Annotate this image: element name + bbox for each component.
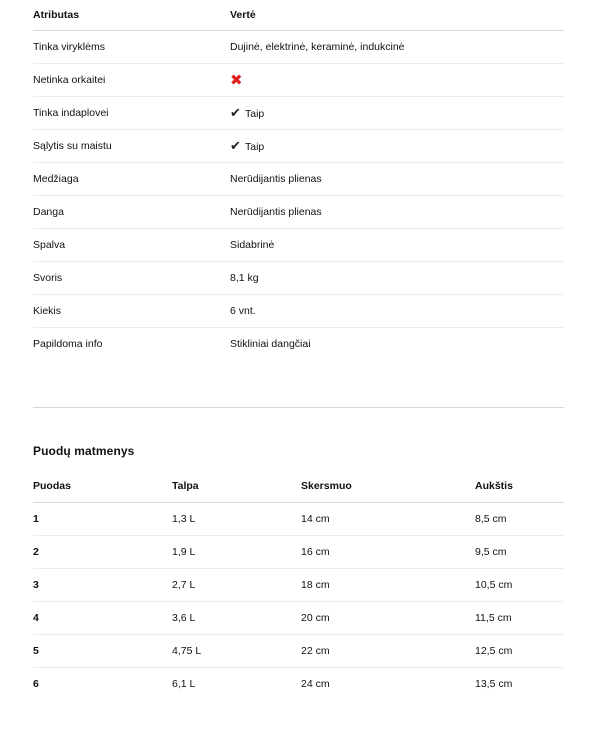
attribute-row bbox=[33, 196, 564, 229]
dimension-row bbox=[33, 569, 564, 602]
pot-column-header: Puodas bbox=[33, 470, 172, 503]
pot-height: 11,5 cm bbox=[475, 602, 564, 635]
attribute-label: Tinka indaplovei bbox=[33, 97, 230, 130]
attribute-label: Svoris bbox=[33, 262, 230, 295]
attribute-row bbox=[33, 328, 564, 361]
pot-height: 13,5 cm bbox=[475, 678, 513, 690]
dimension-row bbox=[33, 602, 564, 635]
attribute-value: Taip bbox=[245, 141, 265, 153]
dimensions-body bbox=[33, 503, 564, 701]
attribute-value: Dujinė, elektrinė, keraminė, indukcinė bbox=[230, 41, 405, 53]
attribute-value-cell bbox=[230, 163, 564, 196]
pot-diameter: 16 cm bbox=[301, 536, 475, 569]
dimensions-header-row bbox=[33, 470, 564, 503]
attribute-value-cell bbox=[230, 31, 564, 64]
pot-diameter: 22 cm bbox=[301, 635, 475, 668]
dimensions-table bbox=[33, 470, 564, 700]
pot-height: 10,5 cm bbox=[475, 569, 564, 602]
attribute-value: 6 vnt. bbox=[230, 305, 256, 317]
attribute-label: Spalva bbox=[33, 229, 230, 262]
attribute-value: Sidabrinė bbox=[230, 239, 275, 251]
pot-number: 4 bbox=[33, 602, 172, 635]
attribute-row bbox=[33, 64, 564, 97]
attribute-label: Medžiaga bbox=[33, 163, 230, 196]
attribute-value: Taip bbox=[245, 108, 265, 120]
dimension-row bbox=[33, 668, 564, 701]
pot-height: 8,5 cm bbox=[475, 503, 564, 536]
pot-diameter: 20 cm bbox=[301, 602, 475, 635]
pot-capacity: 6,1 L bbox=[172, 678, 196, 690]
attributes-table bbox=[33, 0, 564, 360]
pot-number: 3 bbox=[33, 569, 172, 602]
attribute-row bbox=[33, 295, 564, 328]
attribute-value-cell bbox=[230, 196, 564, 229]
attribute-value-cell bbox=[230, 295, 564, 328]
attribute-value-cell bbox=[230, 229, 564, 262]
pot-diameter: 18 cm bbox=[301, 569, 475, 602]
pot-capacity: 4,75 L bbox=[172, 635, 301, 668]
pot-number: 1 bbox=[33, 503, 172, 536]
attribute-row bbox=[33, 31, 564, 64]
attribute-value-cell bbox=[230, 328, 564, 361]
pot-height: 12,5 cm bbox=[475, 635, 564, 668]
dimensions-title: Puodų matmenys bbox=[33, 444, 135, 458]
pot-diameter: 14 cm bbox=[301, 503, 475, 536]
pot-number: 2 bbox=[33, 536, 172, 569]
attribute-label: Papildoma info bbox=[33, 338, 103, 350]
attribute-value-cell bbox=[230, 262, 564, 295]
cross-icon: ✖ bbox=[230, 71, 243, 89]
pot-number: 6 bbox=[33, 678, 39, 690]
pot-number: 5 bbox=[33, 635, 172, 668]
attribute-value: Nerūdijantis plienas bbox=[230, 206, 322, 218]
attribute-label: Tinka viryklėms bbox=[33, 31, 230, 64]
value-column-header: Vertė bbox=[230, 0, 564, 31]
attribute-value: Nerūdijantis plienas bbox=[230, 173, 322, 185]
capacity-column-header: Talpa bbox=[172, 470, 301, 503]
attribute-label: Kiekis bbox=[33, 295, 230, 328]
check-icon: ✔ bbox=[230, 105, 241, 120]
dimension-row bbox=[33, 536, 564, 569]
attribute-row bbox=[33, 130, 564, 163]
height-column-header: Aukštis bbox=[475, 470, 564, 503]
attribute-value: Stikliniai dangčiai bbox=[230, 338, 311, 350]
attribute-value-cell bbox=[230, 97, 564, 130]
attributes-body bbox=[33, 31, 564, 361]
pot-capacity: 3,6 L bbox=[172, 602, 301, 635]
pot-capacity: 1,3 L bbox=[172, 503, 301, 536]
attribute-column-header: Atributas bbox=[33, 0, 230, 31]
pot-diameter: 24 cm bbox=[301, 678, 330, 690]
attribute-label: Danga bbox=[33, 196, 230, 229]
pot-capacity: 1,9 L bbox=[172, 536, 301, 569]
attribute-label: Sąlytis su maistu bbox=[33, 130, 230, 163]
attribute-row bbox=[33, 229, 564, 262]
check-icon: ✔ bbox=[230, 138, 241, 153]
attribute-value-cell bbox=[230, 64, 564, 97]
attribute-value: 8,1 kg bbox=[230, 272, 259, 284]
attribute-row bbox=[33, 262, 564, 295]
pot-height: 9,5 cm bbox=[475, 536, 564, 569]
attributes-header-row bbox=[33, 0, 564, 31]
attribute-label: Netinka orkaitei bbox=[33, 64, 230, 97]
attribute-value-cell bbox=[230, 130, 564, 163]
section-divider bbox=[33, 407, 564, 408]
diameter-column-header: Skersmuo bbox=[301, 470, 475, 503]
dimension-row bbox=[33, 635, 564, 668]
pot-capacity: 2,7 L bbox=[172, 569, 301, 602]
attribute-row bbox=[33, 97, 564, 130]
attribute-row bbox=[33, 163, 564, 196]
dimension-row bbox=[33, 503, 564, 536]
